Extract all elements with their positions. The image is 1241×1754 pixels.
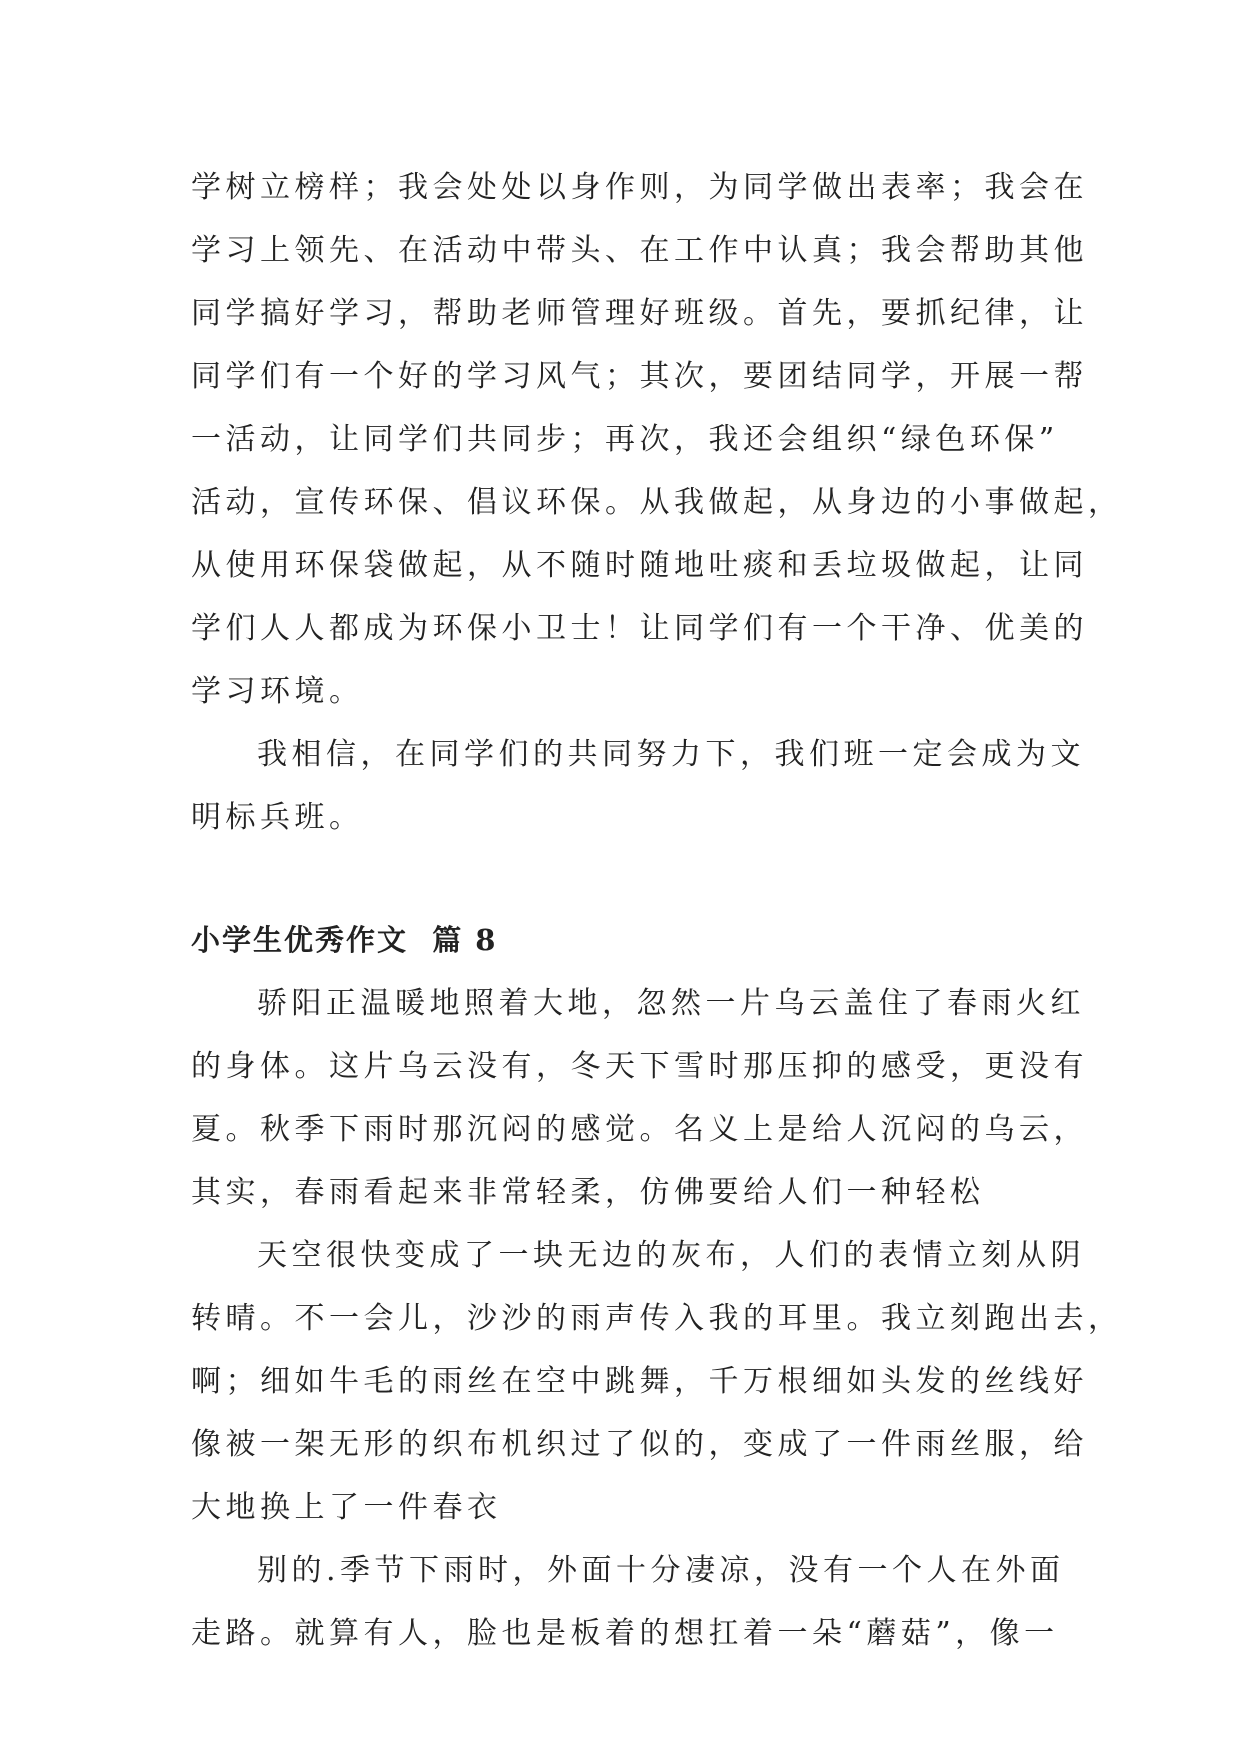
text-line: 像被一架无形的织布机织过了似的，变成了一件雨丝服，给	[191, 1427, 1088, 1462]
text-line: 我相信，在同学们的共同努力下，我们班一定会成为文	[257, 737, 1085, 772]
text-line: 一活动，让同学们共同步；再次，我还会组织“绿色环保”	[191, 422, 1059, 457]
text-line: 啊；细如牛毛的雨丝在空中跳舞，千万根细如头发的丝线好	[191, 1364, 1088, 1399]
text-line: 夏。秋季下雨时那沉闷的感觉。名义上是给人沉闷的乌云，	[191, 1112, 1088, 1147]
text-line: 骄阳正温暖地照着大地，忽然一片乌云盖住了春雨火红	[257, 986, 1085, 1021]
text-line: 学树立榜样；我会处处以身作则，为同学做出表率；我会在	[191, 170, 1088, 205]
text-line: 别的.季节下雨时，外面十分凄凉，没有一个人在外面	[257, 1553, 1065, 1588]
text-line: 明标兵班。	[191, 800, 364, 835]
text-line: 学习环境。	[191, 674, 364, 709]
paragraph-closing	[191, 723, 1085, 849]
document-body	[191, 156, 1123, 1665]
text-line: 大地换上了一件春衣	[191, 1490, 502, 1525]
text-line: 同学搞好学习，帮助老师管理好班级。首先，要抓纪律，让	[191, 296, 1088, 331]
paragraph-prev-continued	[191, 156, 1123, 723]
section-gap	[191, 849, 1061, 909]
text-line: 从使用环保袋做起，从不随时随地吐痰和丢垃圾做起，让同	[191, 548, 1088, 583]
text-line: 走路。就算有人，脸也是板着的想扛着一朵“蘑菇”，像一	[191, 1616, 1059, 1651]
text-line: 其实，春雨看起来非常轻柔，仿佛要给人们一种轻松	[191, 1175, 985, 1210]
paragraph-3	[191, 1539, 1065, 1665]
section-heading: 小学生优秀作文 篇 8	[191, 923, 498, 957]
paragraph-1	[191, 972, 1088, 1224]
text-line: 活动，宣传环保、倡议环保。从我做起，从身边的小事做起，	[191, 485, 1123, 520]
text-line: 学习上领先、在活动中带头、在工作中认真；我会帮助其他	[191, 233, 1088, 268]
text-line: 同学们有一个好的学习风气；其次，要团结同学，开展一帮	[191, 359, 1088, 394]
text-line: 天空很快变成了一块无边的灰布，人们的表情立刻从阴	[257, 1238, 1085, 1273]
text-line: 的身体。这片乌云没有，冬天下雪时那压抑的感受，更没有	[191, 1049, 1088, 1084]
text-line: 转晴。不一会儿，沙沙的雨声传入我的耳里。我立刻跑出去，	[191, 1301, 1123, 1336]
text-line: 学们人人都成为环保小卫士！让同学们有一个干净、优美的	[191, 611, 1088, 646]
paragraph-2	[191, 1224, 1123, 1539]
